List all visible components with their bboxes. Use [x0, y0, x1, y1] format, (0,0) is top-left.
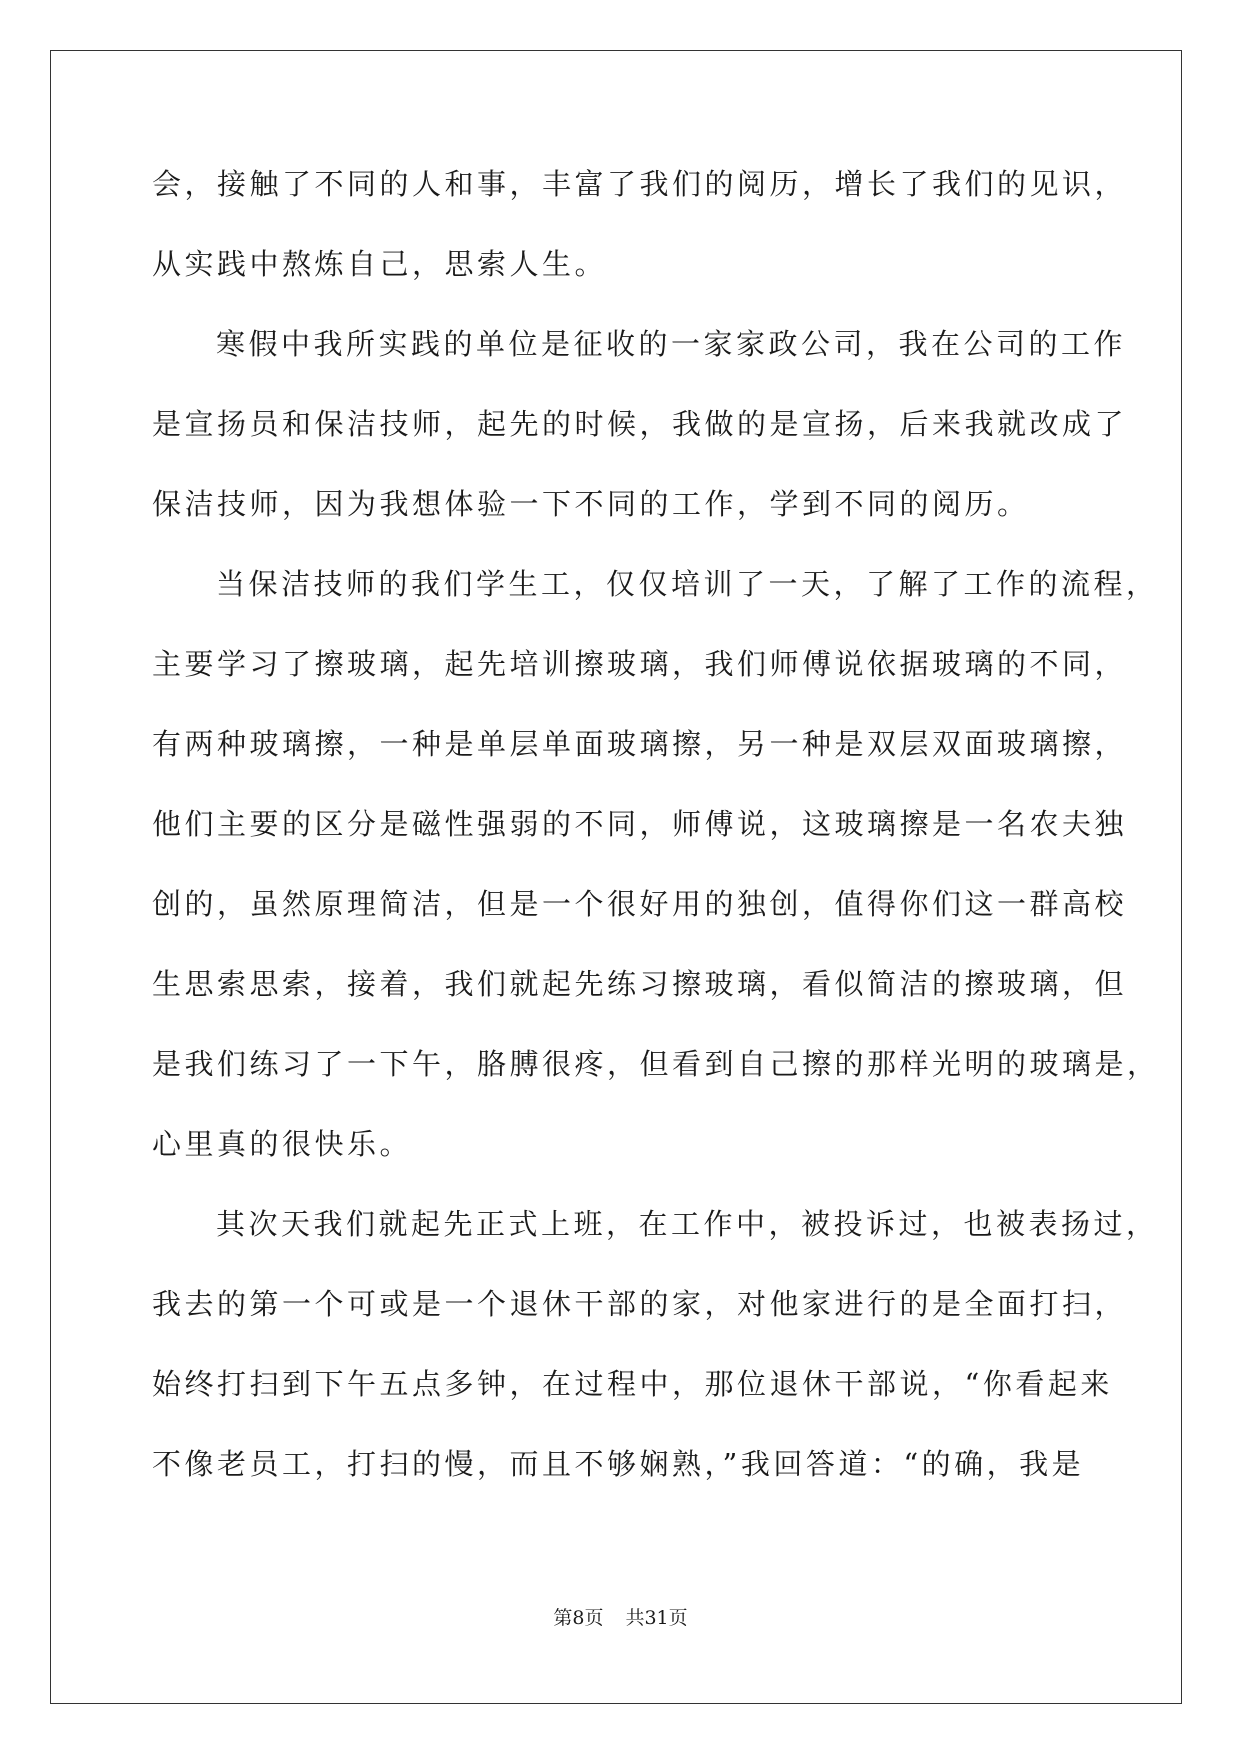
page-number: 第8页 — [553, 1607, 604, 1629]
text-line: 保洁技师，因为我想体验一下不同的工作，学到不同的阅历。 — [152, 487, 1030, 521]
paragraph-start-line: 寒假中我所实践的单位是征收的一家家政公司，我在公司的工作 — [216, 327, 1127, 361]
text-line: 我去的第一个可或是一个退休干部的家，对他家进行的是全面打扫， — [152, 1287, 1128, 1321]
text-line: 创的，虽然原理简洁，但是一个很好用的独创，值得你们这一群高校 — [152, 887, 1128, 921]
paragraph-start-line: 当保洁技师的我们学生工，仅仅培训了一天，了解了工作的流程， — [216, 567, 1159, 601]
text-line: 生思索思索，接着，我们就起先练习擦玻璃，看似简洁的擦玻璃，但 — [152, 967, 1128, 1001]
text-line: 主要学习了擦玻璃，起先培训擦玻璃，我们师傅说依据玻璃的不同， — [152, 647, 1128, 681]
paragraph-start-line: 其次天我们就起先正式上班，在工作中，被投诉过，也被表扬过， — [216, 1207, 1159, 1241]
text-line: 心里真的很快乐。 — [152, 1127, 413, 1161]
text-line: 会，接触了不同的人和事，丰富了我们的阅历，增长了我们的见识， — [152, 167, 1128, 201]
text-line: 是我们练习了一下午，胳膊很疼，但看到自己擦的那样光明的玻璃是， — [152, 1047, 1160, 1081]
text-line: 始终打扫到下午五点多钟，在过程中，那位退休干部说，“你看起来 — [152, 1367, 1113, 1401]
document-body — [152, 166, 1160, 1526]
page-footer — [0, 1606, 1241, 1630]
text-line: 他们主要的区分是磁性强弱的不同，师傅说，这玻璃擦是一名农夫独 — [152, 807, 1128, 841]
page-total: 共31页 — [625, 1607, 688, 1629]
text-line: 有两种玻璃擦，一种是单层单面玻璃擦，另一种是双层双面玻璃擦， — [152, 727, 1128, 761]
text-line: 是宣扬员和保洁技师，起先的时候，我做的是宣扬，后来我就改成了 — [152, 407, 1128, 441]
text-line: 不像老员工，打扫的慢，而且不够娴熟，”我回答道：“的确，我是 — [152, 1447, 1085, 1481]
text-line: 从实践中熬炼自己，思索人生。 — [152, 247, 608, 281]
